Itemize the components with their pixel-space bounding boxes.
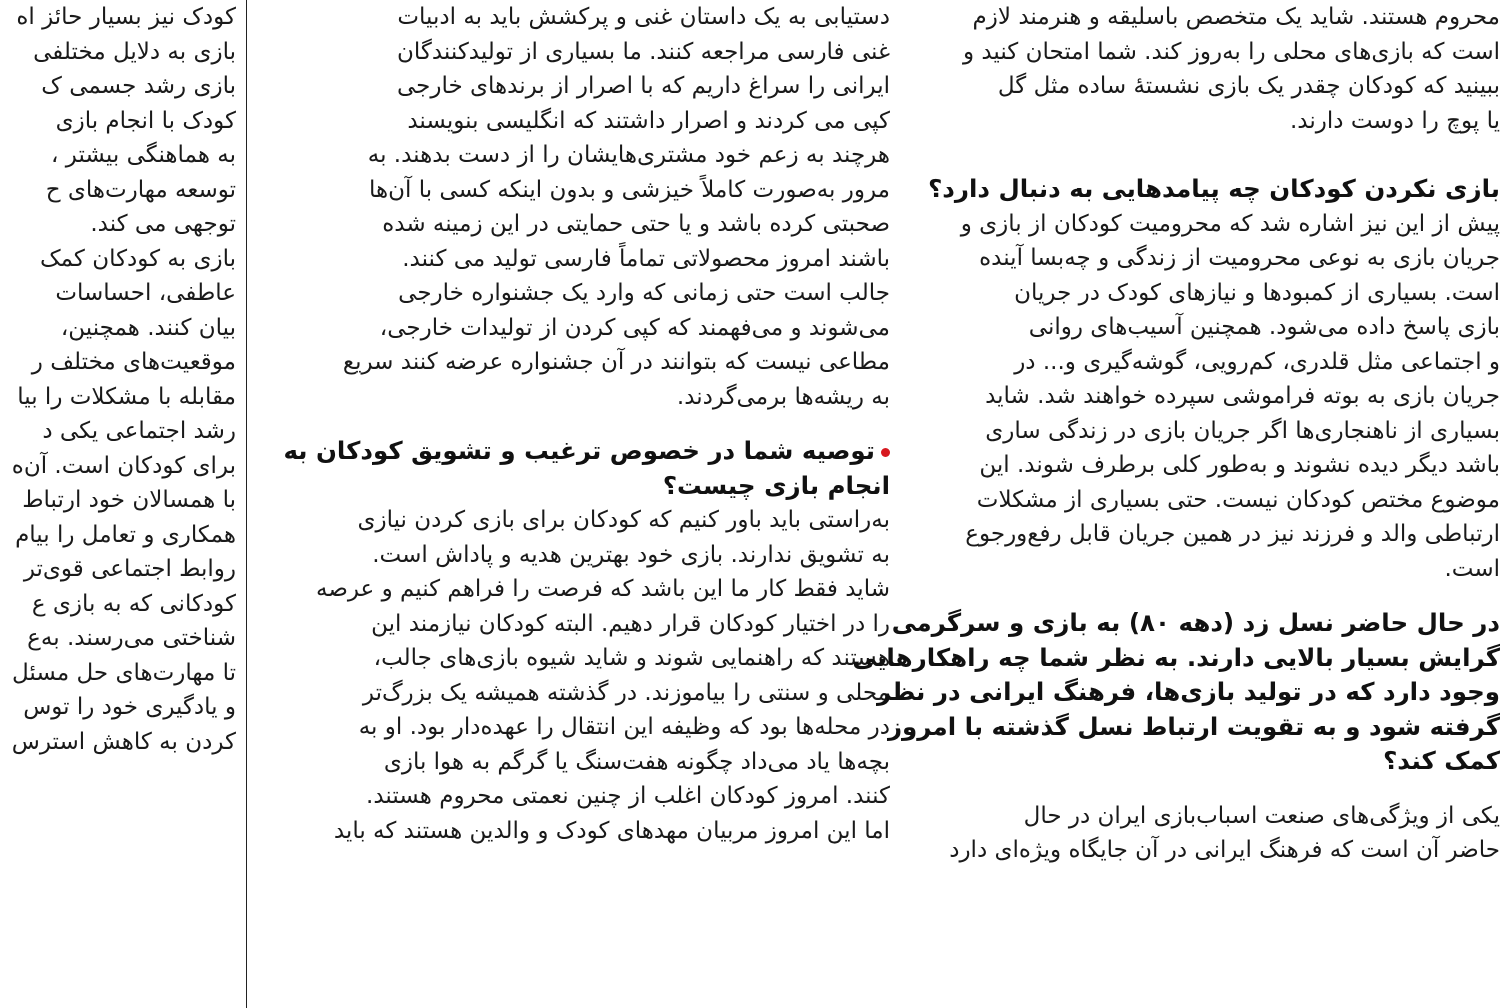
heading-line: وجود دارد که در تولید بازی‌ها، فرهنگ ایرانی در نظر (877, 677, 1500, 706)
text-line: با همسالان خود ارتباط (22, 487, 236, 513)
text-line: کودک نیز بسیار حائز اه (16, 4, 236, 30)
red-bullet-icon (881, 448, 890, 457)
text-line: جریان بازی به نوعی محرومیت از زندگی و چه‌بسا آینده (979, 245, 1500, 271)
text-line: بسیاری از ناهنجاری‌ها اگر جریان بازی در زندگی ساری (985, 417, 1500, 444)
text-line: برای کودکان است. آن‌ه (11, 452, 236, 479)
heading-line: توصیه شما در خصوص ترغیب و تشویق کودکان به (300, 434, 890, 469)
right-paragraph-3 (940, 799, 1500, 868)
heading-line: در حال حاضر نسل زد (دهه ۸۰) به بازی و سرگرمی (891, 608, 1500, 637)
text-line: هستند که راهنمایی شوند و شاید شیوه بازی‌های جالب، (373, 645, 890, 671)
text-line: شاید فقط کار ما این باشد که فرصت را فراهم کنیم و عرصه (315, 576, 890, 602)
text-line: کردن به کاهش استرس (11, 728, 236, 755)
column-divider (246, 0, 247, 1008)
right-column (852, 0, 1500, 1008)
text-line: صحبتی کرده باشد و یا حتی حمایتی در این زمینه شده (382, 211, 890, 237)
text-line: مرور به‌صورت کاملاً خیزشی و بدون اینکه کسی با آن‌ها (368, 176, 890, 203)
text-line: ببینید که کودکان چقدر یک بازی نشستهٔ ساده مثل گل (997, 73, 1500, 99)
text-line: کودکانی که به بازی ع (31, 590, 236, 617)
text-line: کنند. امروز کودکان اغلب از چنین نعمتی محروم هستند. (366, 783, 890, 809)
text-line: جریان بازی به بوته فراموشی سپرده خواهند شد. شاید (985, 383, 1500, 409)
heading-line: انجام بازی چیست؟ (662, 470, 890, 500)
text-line: به‌راستی باید باور کنیم که کودکان برای بازی کردن نیازی (357, 507, 890, 533)
middle-column (283, 0, 890, 1008)
text-line: است. (1444, 555, 1500, 582)
text-line: همکاری و تعامل را بیام (15, 521, 236, 548)
text-line: روابط اجتماعی قوی‌تر (23, 556, 236, 582)
text-line: را در اختیار کودکان قرار دهیم. البته کودکان نیازمند این (371, 610, 890, 637)
text-line: موقعیت‌های مختلف ر (31, 349, 236, 375)
text-line: در محله‌ها بود که وظیفه این انتقال را عهده‌دار بود. او به (358, 714, 890, 740)
text-line: می‌شوند و می‌فهمند که کپی کردن از تولیدات خارجی، (379, 314, 890, 341)
text-line: ایرانی را سراغ داریم که با اصرار از برندهای خارجی (397, 73, 890, 99)
text-line: به تشویق ندارند. بازی خود بهترین هدیه و پاداش است. (372, 541, 890, 568)
text-line: باشند امروز محصولاتی تماماً فارسی تولید می کنند. (402, 245, 890, 272)
text-line: کودک با انجام بازی (55, 107, 236, 134)
text-line: باشد دیگر دیده نشوند و به‌طور کلی برطرف شوند. این (979, 452, 1500, 478)
right-question-2-heading (852, 606, 1500, 779)
text-line: غنی فارسی مراجعه کنند. ما بسیاری از تولیدکنندگان (397, 38, 890, 65)
text-line: بازی رشد جسمی ک (41, 73, 236, 99)
text-line: عاطفی، احساسات (55, 280, 236, 306)
text-line: مطاعی نیست که بتوانند در آن جشنواره عرضه کنند سریع (342, 349, 890, 375)
text-line: بچه‌ها یاد می‌داد چگونه هفت‌سنگ یا گرگم به هوا بازی (383, 748, 890, 775)
text-line: بازی پاسخ داده می‌شود. همچنین آسیب‌های روانی (1028, 314, 1500, 340)
text-line: محروم هستند. شاید یک متخصص باسلیقه و هنرمند لازم (972, 4, 1500, 30)
text-line: دستیابی به یک داستان غنی و پرکشش باید به ادبیات (397, 4, 890, 30)
text-line: بیان کنند. همچنین، (60, 314, 236, 341)
right-paragraph-2 (940, 207, 1500, 587)
right-question-1-heading: بازی نکردن کودکان چه پیامدهایی به دنبال دارد؟ (928, 174, 1500, 203)
text-line: تا مهارت‌های حل مسئل (11, 659, 236, 686)
text-line: بازی به دلایل مختلفی (33, 38, 236, 65)
middle-paragraph-2 (300, 503, 890, 848)
text-line: به هماهنگی بیشتر ، (51, 142, 236, 168)
middle-question-heading (283, 434, 890, 503)
text-line: کپی می کردند و اصرار داشتند که انگلیسی بنویسند (407, 107, 890, 134)
text-line: ارتباطی والد و فرزند نیز در همین جریان قابل رفع‌ورجوع (965, 521, 1500, 547)
text-line: هرچند به زعم خود مشتری‌هایشان را از دست بدهند. به (367, 142, 890, 168)
text-line: رشد اجتماعی یکی د (42, 418, 236, 444)
text-line: است. بسیاری از کمبودها و نیازهای کودک در جریان (1014, 279, 1500, 306)
left-column (0, 0, 236, 1008)
text-line: مقابله با مشکلات را بیا (17, 383, 236, 410)
text-line: و اجتماعی مثل قلدری، کم‌رویی، گوشه‌گیری و... در (1014, 348, 1500, 375)
text-line: توسعه مهارت‌های ح (45, 176, 236, 203)
text-line: توجهی می کند. (90, 211, 236, 237)
heading-line: گرفته شود و به تقویت ارتباط نسل گذشته با امروز (887, 711, 1500, 741)
text-line: اما این امروز مربیان مهدهای کودک و والدین هستند که باید (333, 817, 890, 844)
text-line: محلی و سنتی را بیاموزند. در گذشته همیشه یک بزرگ‌تر (362, 679, 890, 706)
text-line: پیش از این نیز اشاره شد که محرومیت کودکان از بازی و (960, 210, 1500, 237)
text-line: به ریشه‌ها برمی‌گردند. (676, 383, 890, 410)
text-line: بازی به کودکان کمک (40, 245, 236, 272)
heading-line: کمک کند؟ (1383, 746, 1500, 775)
text-line: شناختی می‌رسند. به‌ع (27, 625, 236, 651)
text-line: است که بازی‌های محلی را به‌روز کند. شما امتحان کنید و (962, 38, 1500, 65)
text-line: و یادگیری خود را توس (23, 694, 236, 720)
right-paragraph-1 (940, 0, 1500, 138)
text-line: یا پوچ را دوست دارند. (1289, 107, 1500, 134)
left-column-text (0, 0, 236, 759)
text-line: حاضر آن است که فرهنگ ایرانی در آن جایگاه ویژه‌ای دارد (949, 837, 1500, 863)
text-line: موضوع مختص کودکان نیست. حتی بسیاری از مشکلات (976, 486, 1500, 513)
text-line: یکی از ویژگی‌های صنعت اسباب‌بازی ایران در حال (1023, 802, 1500, 829)
heading-line: گرایش بسیار بالایی دارند. به نظر شما چه راهکارهایی (852, 642, 1500, 672)
middle-paragraph-1 (300, 0, 890, 414)
text-line: جالب است حتی زمانی که وارد یک جشنواره خارجی (398, 280, 890, 306)
